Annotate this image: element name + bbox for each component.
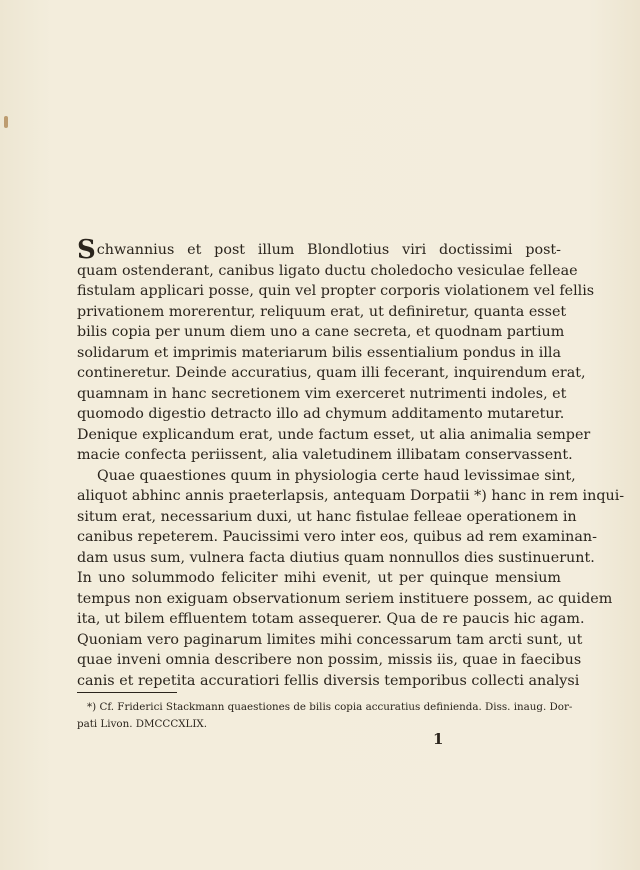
- footnote-line: pati Livon. DMCCCXLIX.: [77, 718, 208, 730]
- drop-cap: S: [77, 235, 96, 265]
- text-line: quamnam in hanc secretionem vim exerceret nutrimenti indoles, et: [77, 385, 567, 402]
- text-line: aliquot abhinc annis praeterlapsis, antequam Dorpatii *) hanc in rem inqui-: [77, 488, 625, 504]
- text-line: dam usus sum, vulnera facta diutius quam nonnullos dies sustinuerunt.: [77, 549, 595, 566]
- text-line: contineretur. Deinde accuratius, quam illi fecerant, inquirendum erat,: [77, 365, 586, 381]
- text-line: tempus non exiguam observationum seriem instituere possem, ac quidem: [77, 590, 613, 607]
- text-line: macie confecta periissent, alia valetudinem illibatam conservassent.: [77, 447, 573, 463]
- text-line: situm erat, necessarium duxi, ut hanc fistulae felleae operationem in: [77, 508, 577, 525]
- text-line: privationem morerentur, reliquum erat, ut definiretur, quanta esset: [77, 303, 567, 320]
- text-line: quomodo digestio detracto illo ad chymum additamento mutaretur.: [77, 406, 565, 422]
- text-line: bilis copia per unum diem uno a cane secreta, et quodnam partium: [77, 324, 565, 340]
- text-line: quam ostenderant, canibus ligato ductu choledocho vesiculae felleae: [77, 262, 578, 279]
- text-line: Denique explicandum erat, unde factum esset, ut alia animalia semper: [77, 426, 591, 443]
- main-text: [77, 235, 625, 691]
- text-line: Quae quaestiones quum in physiologia certe haud levissimae sint,: [97, 467, 576, 484]
- page-number: 1: [433, 730, 444, 748]
- text-line: ita, ut bilem effluentem totam assequerer. Qua de re paucis hic agam.: [77, 611, 585, 627]
- text-line: canis et repetita accuratiori fellis diversis temporibus collecti analysi: [77, 672, 580, 689]
- footnote-line: *) Cf. Friderici Stackmann quaestiones de bilis copia accuratius definienda. Diss. inaug. Dor-: [87, 701, 573, 713]
- text-line: fistulam applicari posse, quin vel propter corporis violationem vel fellis: [77, 283, 595, 299]
- paper-stain: [4, 116, 8, 128]
- text-line: Quoniam vero paginarum limites mihi concessarum tam arcti sunt, ut: [77, 631, 583, 648]
- text-line: solidarum et imprimis materiarum bilis essentialium pondus in illa: [77, 344, 561, 361]
- first-line-text: chwannius et post illum Blondlotius viri doctissimi post-: [96, 242, 561, 258]
- text-line: canibus repeterem. Paucissimi vero inter eos, quibus ad rem examinan-: [77, 529, 597, 545]
- footnote: [77, 699, 573, 733]
- text-line: [77, 235, 561, 265]
- text-line: In uno solummodo feliciter mihi evenit, ut per quinque mensium: [77, 570, 561, 586]
- text-line: quae inveni omnia describere non possim, missis iis, quae in faecibus: [77, 652, 582, 668]
- footnote-divider: [77, 692, 177, 693]
